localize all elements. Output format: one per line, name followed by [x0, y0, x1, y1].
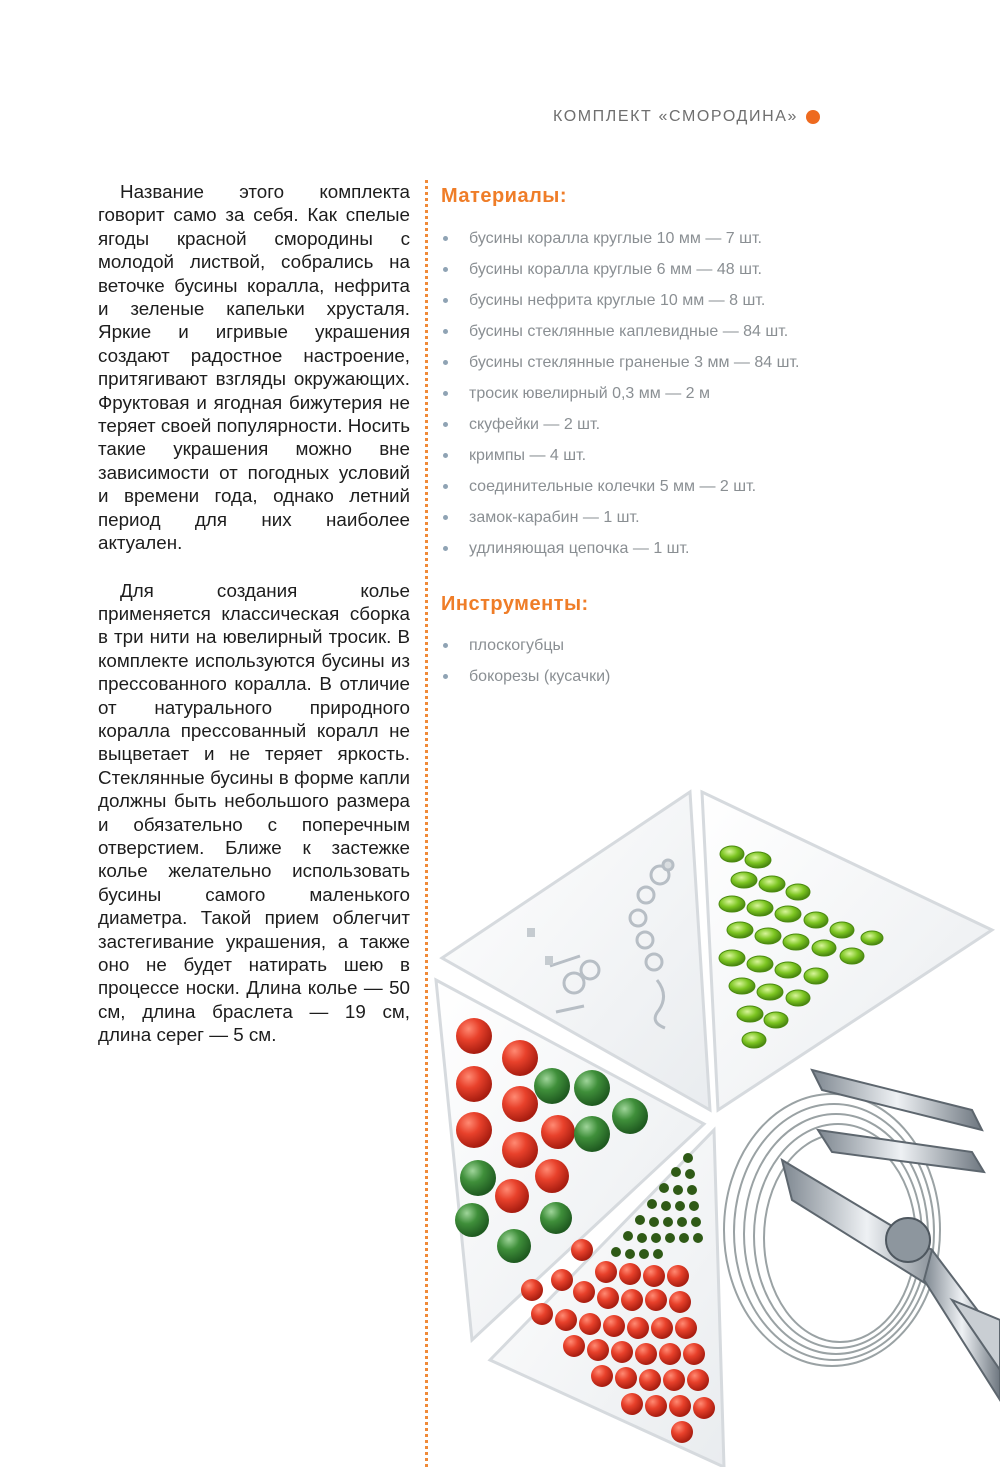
list-item [441, 533, 799, 564]
list-item [441, 630, 610, 661]
list-item-text: бокорезы (кусачки) [469, 668, 611, 685]
header-dot [806, 110, 820, 124]
bullet-icon [443, 515, 448, 520]
bullet-icon [443, 298, 448, 303]
list-item [441, 285, 799, 316]
list-item-text: плоскогубцы [469, 637, 564, 654]
bullet-icon [443, 643, 448, 648]
list-item [441, 661, 610, 692]
bullet-icon [443, 236, 448, 241]
list-item [441, 502, 799, 533]
list-item-text: кримпы — 4 шт. [469, 447, 587, 464]
bullet-icon [443, 674, 448, 679]
list-item-text: тросик ювелирный 0,3 мм — 2 м [469, 385, 711, 402]
list-item-text: бусины нефрита круглые 10 мм — 8 шт. [469, 292, 766, 309]
list-item-text: бусины коралла круглые 6 мм — 48 шт. [469, 261, 762, 278]
running-header [553, 108, 820, 126]
list-item [441, 440, 799, 471]
materials-list [441, 223, 799, 564]
beads-photo [432, 780, 1000, 1467]
list-item [441, 409, 799, 440]
bullet-icon [443, 484, 448, 489]
list-item-text: бусины стеклянные каплевидные — 84 шт. [469, 323, 789, 340]
list-item-text: бусины коралла круглые 10 мм — 7 шт. [469, 230, 762, 247]
bullet-icon [443, 546, 448, 551]
body-text [98, 180, 410, 1047]
dotted-divider [425, 180, 428, 1467]
list-item-text: удлиняющая цепочка — 1 шт. [469, 540, 690, 557]
bullet-icon [443, 391, 448, 396]
bullet-icon [443, 267, 448, 272]
list-item [441, 223, 799, 254]
list-item-text: соединительные колечки 5 мм — 2 шт. [469, 478, 757, 495]
tools-title: Инструменты: [441, 593, 589, 615]
list-item-text: скуфейки — 2 шт. [469, 416, 601, 433]
bullet-icon [443, 453, 448, 458]
tools-list [441, 630, 610, 692]
materials-title: Материалы: [441, 185, 568, 207]
tray-group [436, 792, 992, 1467]
bullet-icon [443, 422, 448, 427]
list-item [441, 316, 799, 347]
list-item [441, 254, 799, 285]
list-item [441, 378, 799, 409]
header-title: КОМПЛЕКТ «СМОРОДИНА» [552, 108, 798, 125]
list-item-text: бусины стеклянные граненые 3 мм — 84 шт. [469, 354, 800, 371]
list-item-text: замок-карабин — 1 шт. [469, 509, 640, 526]
list-item [441, 347, 799, 378]
list-item [441, 471, 799, 502]
paragraph-assembly: Для создания колье применяется классическая сборка в три нити на ювелирный тросик. В комплекте используются бусины из прессованного коралла. В отличие от натурального природного коралла прессованный коралл не выцветает и не теряет яркость. Стеклянные бусины в форме капли должны быть небольшого размера и обязательно с поперечным отверстием. Ближе к застежке колье желательно использовать бусины самого маленького диаметра. Такой прием облегчит застегивание украшения, а также оно не будет натирать шею в процессе носки. Длина колье — 50 см, длина браслета — 19 см, длина серег — 5 см. [98, 579, 410, 1046]
paragraph-intro: Название этого комплекта говорит само за себя. Как спелые ягоды красной смородины с молодой листвой, собрались на веточке бусины коралла, нефрита и зеленые капельки хрусталя. Яркие и игривые украшения создают радостное настроение, притягивают взгляды окружающих. Фруктовая и ягодная бижутерия не теряет своей популярности. Носить такие украшения можно вне зависимости от погодных условий и времени года, однако летний период для них наиболее актуален. [98, 181, 410, 554]
bullet-icon [443, 360, 448, 365]
bullet-icon [443, 329, 448, 334]
